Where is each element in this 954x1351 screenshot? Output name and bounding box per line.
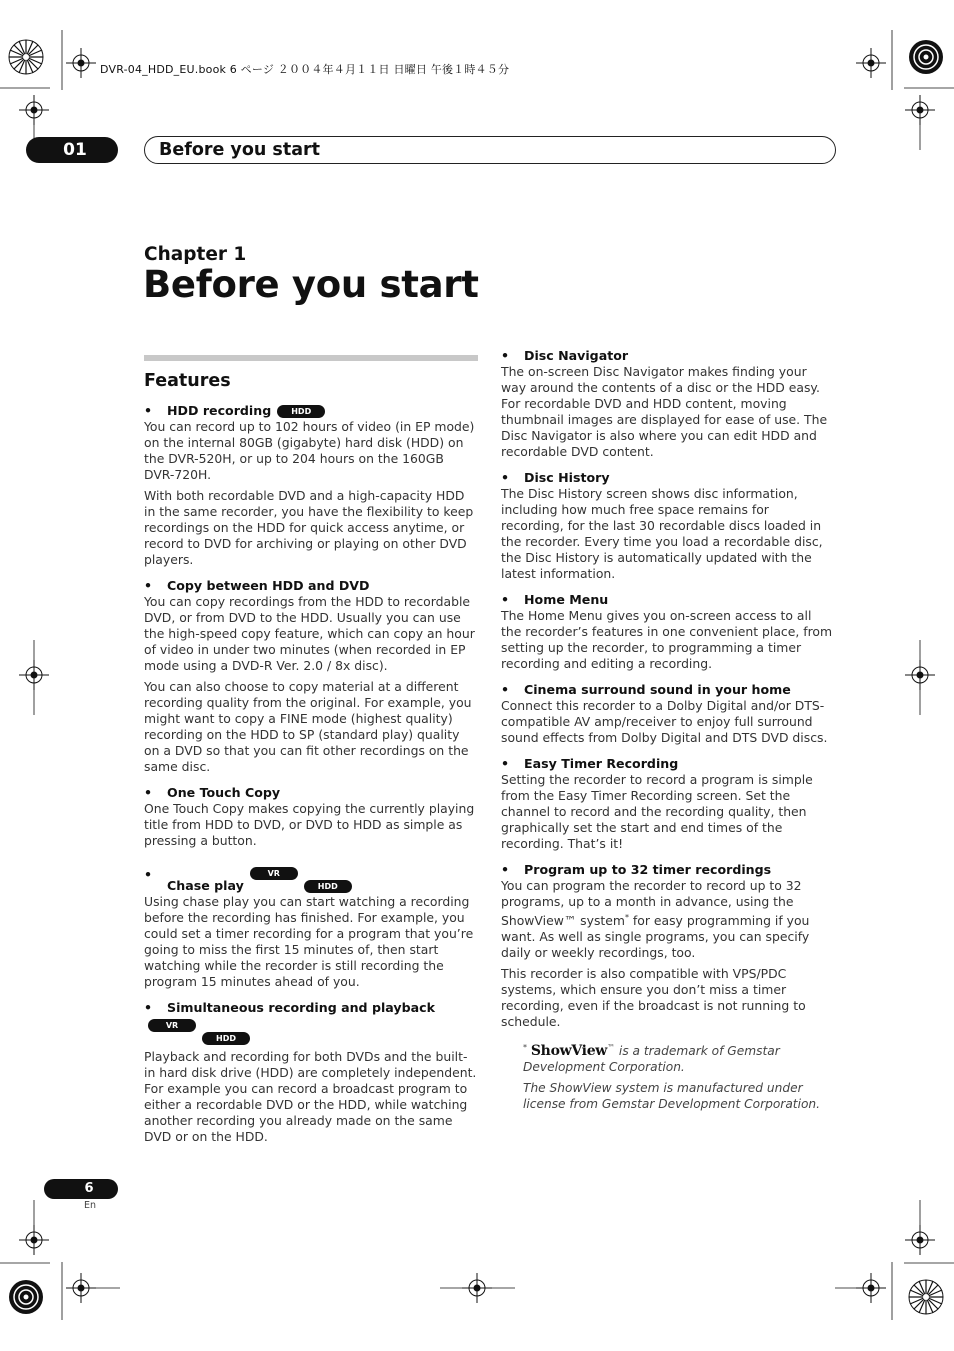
vr-mode-badge: VR mode [250,867,298,880]
feature-paragraph: Playback and recording for both DVDs and the built-in hard disk drive (HDD) are completely independent. For example you can record a broadcast program to either a recordable DVD or the HDD, while watching another recording you already made on the same DVD or on the HDD. [144,1049,477,1144]
feature-heading [144,785,478,801]
feature-body [501,698,835,746]
left-column [144,355,478,1155]
feature-body [144,419,478,568]
section-title-features: Features [144,371,231,391]
feature-timer-recordings [501,862,835,1030]
chapter-title: Before you start [143,263,479,306]
feature-heading [144,867,478,894]
vr-mode-badge: VR mode [148,1019,196,1032]
feature-paragraph: Connect this recorder to a Dolby Digital and/or DTS-compatible AV amp/receiver to enjoy full surround sound effects from Dolby Digital and DTS DVD discs. [501,698,828,745]
bullet-icon: • [144,403,153,418]
page-number: 6 [44,1179,118,1199]
feature-paragraph [501,878,835,961]
hdd-badge: HDD [304,880,352,893]
feature-chase-play [144,867,478,990]
feature-title: Program up to 32 timer recordings [524,862,772,877]
running-header-title: Before you start [159,140,321,160]
feature-heading [501,348,835,364]
running-header [144,136,836,164]
feature-paragraph: This recorder is also compatible with VPS/PDC systems, which ensure you don’t miss a timer recording, even if the broadcast is not running to schedule. [501,966,806,1029]
feature-home-menu [501,592,835,672]
feature-title: One Touch Copy [167,785,281,800]
feature-title: HDD recording [167,403,272,418]
feature-paragraph: With both recordable DVD and a high-capacity HDD in the same recorder, you have the flexibility to keep recordings on the HDD for quick access anytime, or record to DVD for archiving or playing on other DVD players. [144,488,474,567]
right-column [501,348,835,1117]
print-metadata-line: DVR-04_HDD_EU.book 6 ページ ２００４年４月１１日 日曜日 午後１時４５分 [100,63,510,76]
feature-paragraph: The Home Menu gives you on-screen access to all the recorder’s features in one convenient place, from setting up the recorder, to programming a timer recording and editing a recording. [501,608,833,671]
feature-paragraph: You can also choose to copy material at a different recording quality from the original. For example, you might want to copy a FINE mode (highest quality) recording on the HDD to SP (standard play) quality on a DVD so that you can fit other recordings on the same disc. [144,679,472,774]
footnote-marker: * [624,913,629,922]
feature-copy-between-hdd-dvd [144,578,478,775]
feature-heading [144,403,478,419]
showview-logo: ShowView [530,1043,608,1059]
feature-paragraph: The on-screen Disc Navigator makes finding your way around the contents of a disc or the HDD easy. For recordable DVD and HDD content, moving thumbnail images are displayed for ease of use. The Disc Navigator is also where you can edit HDD and recordable DVD content. [501,364,828,459]
bullet-icon: • [144,578,153,593]
feature-cinema-surround-sound [501,682,835,746]
feature-easy-timer-recording [501,756,835,852]
feature-heading [501,592,835,608]
badge-row [144,1019,478,1046]
bullet-icon: • [501,592,510,607]
feature-paragraph: You can record up to 102 hours of video (in EP mode) on the internal 80GB (gigabyte) hard disk (HDD) on the DVR-520H, or up to 204 hours on the 160GB DVR-720H. [144,419,475,482]
bullet-icon: • [501,756,510,771]
bullet-icon: • [144,785,153,800]
feature-title: Disc History [524,470,610,485]
feature-paragraph: Setting the recorder to record a program is simple from the Easy Timer Recording screen. Set the channel to record and the recording quality, then graphically set the start and end times of the recording. That’s it! [501,772,813,851]
feature-heading [144,1000,478,1016]
feature-body [501,878,835,1030]
section-rule [144,355,478,361]
feature-disc-history [501,470,835,582]
hdd-badge: HDD [202,1032,250,1045]
feature-body [144,894,478,990]
feature-one-touch-copy [144,785,478,849]
chapter-number-tab: 01 [26,137,118,163]
feature-hdd-recording [144,403,478,568]
feature-heading [501,470,835,486]
bullet-icon: • [501,862,510,877]
feature-body [144,594,478,775]
feature-paragraph: One Touch Copy makes copying the currently playing title from HDD to DVD, or DVD to HDD as simple as pressing a button. [144,801,475,848]
footnote-line [523,1040,835,1075]
bullet-icon: • [501,348,510,363]
feature-body [501,364,835,460]
feature-body [144,801,478,849]
feature-title: Chase play [167,878,244,893]
footnote-text: is a trademark of Gemstar Development Corporation. [523,1044,780,1074]
bullet-icon: • [501,470,510,485]
feature-paragraph: You can copy recordings from the HDD to recordable DVD, or from DVD to the HDD. Usually you can use the high-speed copy feature, which can copy an hour of video in under two minutes (when recorded in EP mode using a DVD-R Ver. 2.0 / 8x disc). [144,594,475,673]
feature-paragraph: The Disc History screen shows disc information, including how much free space remains for recording, for the last 30 recordable discs loaded in the recorder. Every time you load a recordable disc, the Disc History is automatically updated with the latest information. [501,486,823,581]
feature-simultaneous-recording-playback [144,1000,478,1145]
trademark-symbol: ™ [607,1043,616,1052]
page-language: En [84,1200,97,1211]
feature-body [501,608,835,672]
footnote-star: * [523,1043,527,1052]
chapter-label: Chapter 1 [144,244,247,265]
feature-heading [144,578,478,594]
feature-title: Cinema surround sound in your home [524,682,791,697]
feature-title: Simultaneous recording and playback [167,1000,435,1015]
feature-disc-navigator [501,348,835,460]
feature-title: Home Menu [524,592,609,607]
bullet-icon: • [144,1000,153,1015]
bullet-icon: • [501,682,510,697]
feature-heading [501,756,835,772]
footnote-line: The ShowView system is manufactured under license from Gemstar Development Corporation. [523,1081,821,1111]
hdd-badge: HDD [277,405,325,418]
feature-body [501,486,835,582]
bullet-icon: • [144,867,153,882]
feature-body [501,772,835,852]
feature-body [144,1049,478,1145]
feature-paragraph: Using chase play you can start watching a recording before the recording has finished. For example, you could set a timer recording for a program that you’re going to miss the first 15 minutes of, then start watching while the recorder is still recording the program 15 minutes ahead of you. [144,894,474,989]
trademark-footnote [523,1040,835,1112]
feature-heading [501,862,835,878]
feature-title: Copy between HDD and DVD [167,578,370,593]
feature-title: Disc Navigator [524,348,629,363]
paragraph-text: for easy programming if you want. As well as single programs, you can specify daily or weekly recordings, too. [501,913,810,960]
paragraph-text: You can program the recorder to record up to 32 programs, up to a month in advance, using the ShowView™ system [501,878,802,928]
feature-heading [501,682,835,698]
feature-title: Easy Timer Recording [524,756,679,771]
